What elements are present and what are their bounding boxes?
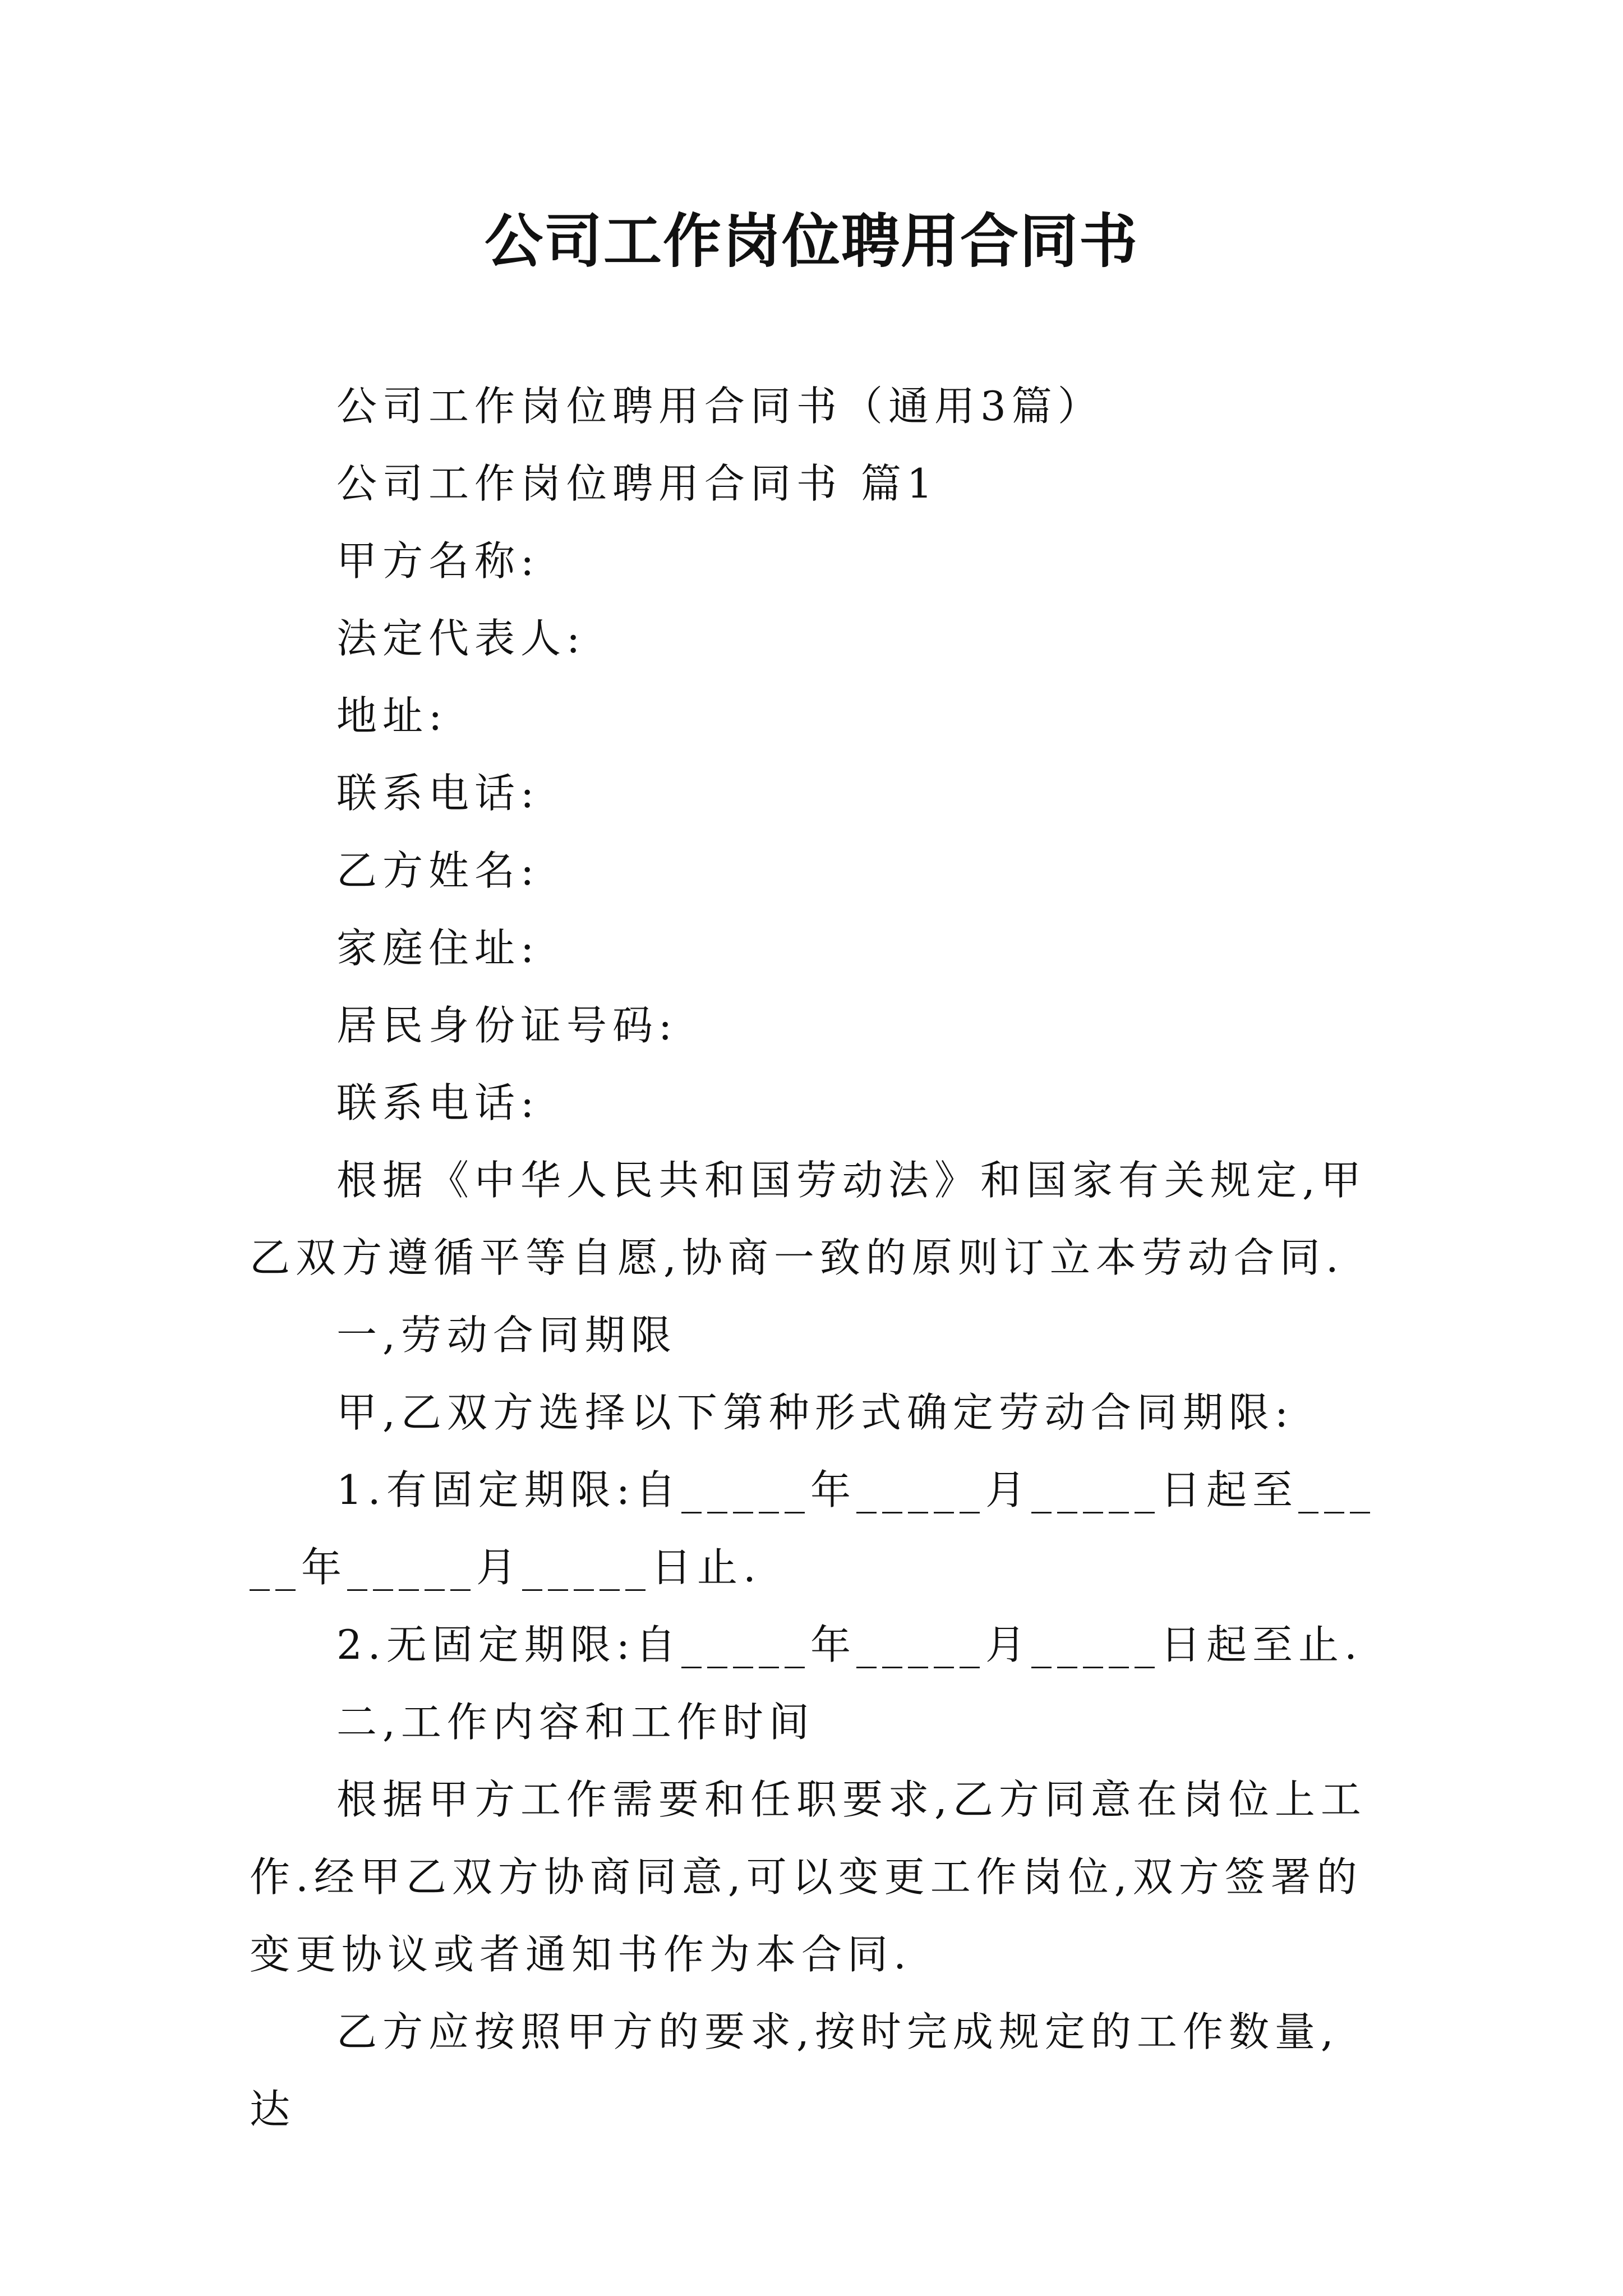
field-party-b-name: 乙方姓名:	[336, 847, 540, 894]
paragraph-fixed-term: 1.有固定期限:自_____年_____月_____日起至_____年_____月_____日止.	[250, 1466, 1376, 1591]
field-home-address: 家庭住址:	[336, 924, 540, 972]
paragraph-subtitle: 公司工作岗位聘用合同书（通用3篇）	[336, 383, 1104, 430]
paragraph-open-term: 2.无固定期限:自_____年_____月_____日起至止.	[336, 1621, 1363, 1668]
field-party-b-phone: 联系电话:	[336, 1079, 540, 1126]
heading-contract-term: 一,劳动合同期限	[336, 1312, 677, 1359]
field-party-a-phone: 联系电话:	[336, 770, 540, 817]
paragraph-work-requirements: 乙方应按照甲方的要求,按时完成规定的工作数量,达	[250, 2008, 1339, 2133]
field-party-a-name: 甲方名称:	[336, 537, 540, 585]
field-id-number: 居民身份证号码:	[336, 1002, 678, 1049]
heading-work-content: 二,工作内容和工作时间	[336, 1699, 815, 1746]
paragraph-work-position: 根据甲方工作需要和任职要求,乙方同意在岗位上工作.经甲乙双方协商同意,可以变更工作岗位,双方签署的变更协议或者通知书作为本合同.	[250, 1776, 1367, 1978]
document-title: 公司工作岗位聘用合同书	[484, 207, 1138, 275]
field-address: 地址:	[336, 692, 448, 739]
document-body	[250, 367, 1382, 2148]
field-legal-representative: 法定代表人:	[336, 615, 586, 662]
paragraph-preamble: 根据《中华人民共和国劳动法》和国家有关规定,甲乙双方遵循平等自愿,协商一致的原则订立本劳动合同.	[250, 1157, 1367, 1281]
paragraph-term-choice: 甲,乙双方选择以下第种形式确定劳动合同期限:	[336, 1389, 1294, 1436]
paragraph-section-heading: 公司工作岗位聘用合同书 篇1	[336, 460, 938, 507]
